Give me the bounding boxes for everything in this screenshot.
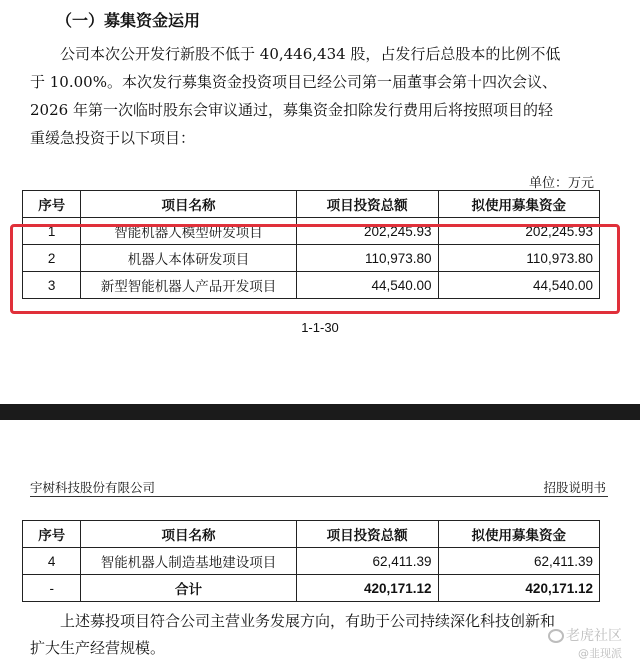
cell-investment: 62,411.39: [296, 548, 438, 575]
cell-investment: 202,245.93: [296, 218, 438, 245]
highlight-box: [10, 224, 620, 314]
tiger-logo-icon: [548, 629, 564, 643]
cell-no: 3: [23, 272, 81, 299]
cell-funds: 62,411.39: [438, 548, 599, 575]
header-cell: 项目投资总额: [296, 521, 438, 548]
watermark-text: 老虎社区: [566, 628, 622, 644]
cell-no: 1: [23, 218, 81, 245]
paragraph-line: 公司本次公开发行新股不低于 40,446,434 股，占发行后总股本的比例不低: [60, 45, 561, 63]
header-cell: 序号: [23, 521, 81, 548]
cell-name: 机器人本体研发项目: [81, 245, 296, 272]
page-gap-divider: [0, 404, 640, 420]
section-title: （一）募集资金运用: [56, 11, 201, 30]
cell-name: 智能机器人制造基地建设项目: [81, 548, 296, 575]
header-divider: [30, 496, 608, 497]
header-cell: 项目名称: [81, 521, 296, 548]
watermark-handle: @韭现派: [578, 647, 622, 660]
table-row-total: [23, 575, 600, 602]
header-cell: 项目名称: [81, 191, 296, 218]
company-header: 宇树科技股份有限公司: [30, 480, 156, 495]
paragraph-line: 重缓急投资于以下项目：: [30, 129, 196, 147]
cell-investment: 110,973.80: [296, 245, 438, 272]
header-cell: 项目投资总额: [296, 191, 438, 218]
paragraph-line: 上述募投项目符合公司主营业务发展方向，有助于公司持续深化科技创新和: [60, 612, 556, 630]
closing-paragraph: [30, 608, 608, 662]
intro-paragraph: [30, 40, 608, 152]
paragraph-line: 于 10.00%。本次发行募集资金投资项目已经公司第一届董事会第十四次会议、: [30, 73, 557, 91]
paragraph-line: 2026 年第一次临时股东会审议通过，募集资金扣除发行费用后将按照项目的轻: [30, 101, 553, 119]
table-header-row: [23, 191, 600, 218]
cell-funds: 44,540.00: [438, 272, 599, 299]
doc-type-header: 招股说明书: [543, 480, 606, 495]
cell-name: 智能机器人模型研发项目: [81, 218, 296, 245]
page-number: 1-1-30: [301, 320, 339, 335]
table-header-row: [23, 521, 600, 548]
cell-total-funds: 420,171.12: [438, 575, 599, 602]
cell-total-investment: 420,171.12: [296, 575, 438, 602]
cell-no: -: [23, 575, 81, 602]
cell-no: 2: [23, 245, 81, 272]
cell-investment: 44,540.00: [296, 272, 438, 299]
paragraph-line: 扩大生产经营规模。: [30, 639, 166, 657]
unit-label: 单位：万元: [528, 176, 594, 191]
header-cell: 序号: [23, 191, 81, 218]
header-cell: 拟使用募集资金: [438, 191, 599, 218]
watermark: [548, 625, 622, 661]
projects-table-continued: [22, 520, 600, 602]
cell-funds: 202,245.93: [438, 218, 599, 245]
header-cell: 拟使用募集资金: [438, 521, 599, 548]
cell-name: 新型智能机器人产品开发项目: [81, 272, 296, 299]
table-row: [23, 548, 600, 575]
cell-funds: 110,973.80: [438, 245, 599, 272]
cell-total-label: 合计: [81, 575, 296, 602]
cell-no: 4: [23, 548, 81, 575]
